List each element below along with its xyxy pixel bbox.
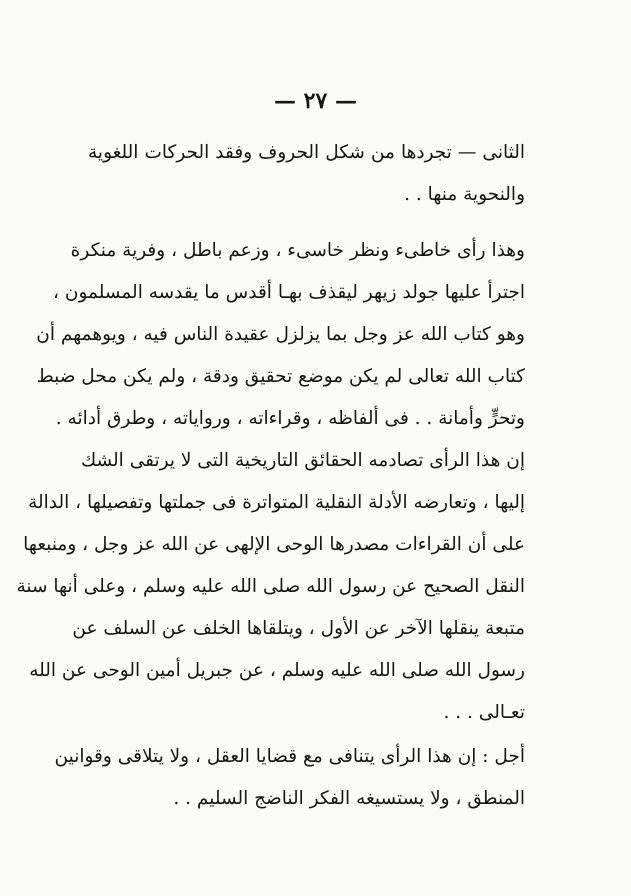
text-line: النقل الصحيح عن رسول الله صلى الله عليه وسلم ، وعلى أنها سنة (16, 576, 525, 597)
paragraph-3 (16, 440, 525, 734)
text-line: على أن القراءات مصدرها الوحى الإلهى عن الله عز وجل ، ومنبعها (23, 534, 525, 555)
text-line: كتاب الله تعالى لم يكن موضع تحقيق ودقة ، ولم يكن محل ضبط (36, 366, 525, 387)
paragraph-2 (36, 230, 525, 440)
paragraph-1 (88, 132, 525, 216)
text-line: وتحرٍّ وأمانة . . فى ألفاظه ، وقراءاته ، ورواياته ، وطرق أدائه . (55, 408, 525, 429)
text-line: والنحوية منها . . (404, 184, 525, 205)
page-number: — ٢٧ — (274, 88, 357, 114)
text-line: الثانى — تجردها من شكل الحروف وفقد الحركات اللغوية (88, 142, 525, 163)
text-line: تعـالى . . . (443, 702, 525, 723)
text-line: إن هذا الرأى تصادمه الحقائق التاريخية التى لا يرتقى الشك (80, 450, 525, 471)
paragraph-4 (54, 736, 525, 820)
text-line: أجل : إن هذا الرأى يتنافى مع قضايا العقل ، ولا يتلاقى وقوانين (54, 746, 525, 767)
text-line: متبعة ينقلها الآخر عن الأول ، ويتلقاها الخلف عن السلف عن (72, 618, 525, 639)
text-line: إليها ، وتعارضه الأدلة النقلية المتواترة فى جملتها وتفصيلها ، الدالة (28, 492, 525, 513)
text-line: وهو كتاب الله عز وجل بما يزلزل عقيدة الناس فيه ، ويوهمهم أن (36, 324, 525, 345)
text-line: وهذا رأى خاطىء ونظر خاسىء ، وزعم باطل ، وفرية منكرة (70, 240, 525, 261)
text-line: رسول الله صلى الله عليه وسلم ، عن جبريل أمين الوحى عن الله (29, 660, 525, 681)
text-line: اجترأ عليها جولد زيهر ليقذف بهـا أقدس ما يقدسه المسلمون ، (53, 282, 525, 303)
text-line: المنطق ، ولا يستسيغه الفكر الناضج السليم . . (173, 788, 525, 809)
